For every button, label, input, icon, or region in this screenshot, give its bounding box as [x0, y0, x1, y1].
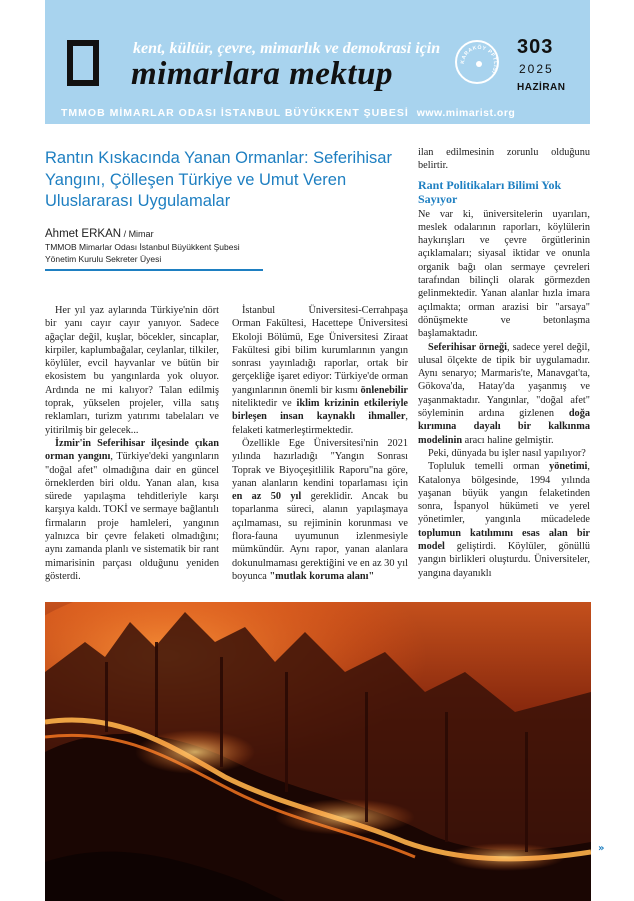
emphasis: en az 50 yıl	[232, 491, 302, 503]
emphasis: önlenebilir	[360, 384, 408, 396]
paragraph	[418, 460, 590, 580]
emphasis: İzmir'in Seferihisar ilçesinde çıkan orman yangını	[45, 437, 219, 463]
paragraph-text: Topluluk temelli orman	[428, 461, 550, 473]
text-column-1	[45, 304, 219, 583]
paragraph: Ne var ki, üniversitelerin uyarıları, meslek odalarının raporları, köylülerin haykırışları ve çevre örgütlerinin açıklamaları; siyasal iktidar ve onunla organik bağı olan sermaye çevreleri tarafından bilinçli olarak görmezden gelinmektedir. Yanan alanlar hızla imara açılmakta; orman arazisi bir "arsaya" dönüşmekte ve betonlaşma başlamaktadır.	[418, 208, 590, 340]
paragraph-text: , Türkiye'deki yangınların "doğal afet" olmadığına dair en güncel örneklerden biri oldu. Yanan alan, kısa sürede yapılaşma tehditleriyle karşı karşıya kaldı. TOKİ ve sermaye bağlantılı firmaların proje hamleleri, yangının yalnızca bir çevre felaketi olmadığını; aynı zamanda planlı ve sistematik bir rant mimarisinin parçası olduğunu yeniden gösterdi.	[45, 451, 219, 582]
organization-line	[61, 107, 515, 119]
forest-fire-photo	[45, 602, 591, 901]
seal-icon	[455, 40, 499, 84]
paragraph	[418, 341, 590, 447]
author-affiliation	[45, 242, 285, 265]
masthead-header	[45, 0, 590, 124]
emphasis: iklim krizinin etkileriyle birleşen insan kaynaklı ihmaller	[232, 398, 409, 423]
organization-name: TMMOB MİMARLAR ODASI İSTANBUL BÜYÜKKENT ŞUBESİ	[61, 107, 409, 119]
paragraph-text: Özellikle Ege Üniversitesi'nin 2021 yılında hazırladığı "Yangın Sonrası Toprak ve Biyoçeşitlilik Raporu"na göre, yanan alanların kendini toparlaması için	[232, 437, 408, 489]
paragraph-text: , Katalonya bölgesinde, 1994 yılında yaşanan büyük yangın felaketinden sonra, İspanyol hükümeti ve yerel yönetimler, yangınla mücadelede	[418, 461, 590, 526]
emphasis: yönetimi	[549, 461, 588, 473]
paragraph: ilan edilmesinin zorunlu olduğunu belirtir.	[418, 147, 590, 172]
text-column-2	[232, 304, 408, 583]
paragraph-text: , felaketi katmerleştirmektedir.	[232, 411, 408, 436]
author-name: Ahmet ERKAN	[45, 228, 122, 240]
article-title: Rantın Kıskacında Yanan Ormanlar: Seferihisar Yangını, Çölleşen Türkiye ve Umut Veren Uluslararası Uygulamalar	[45, 149, 392, 210]
author-line	[45, 228, 154, 240]
emphasis: doğa kırımına dayalı bir kalkınma modelinin	[418, 408, 590, 446]
title-divider	[45, 269, 263, 271]
issue-month: HAZİRAN	[517, 82, 566, 93]
paragraph	[45, 437, 219, 583]
website-link[interactable]: www.mimarist.org	[416, 107, 516, 119]
logo-icon	[67, 40, 99, 86]
emphasis: Seferihisar örneği	[428, 341, 507, 353]
paragraph: Peki, dünyada bu işler nasıl yapılıyor?	[428, 447, 586, 459]
paragraph-text: gereklidir. Ancak bu toparlanma süreci, alanın yapılaşmaya açılmaması, su rejiminin korunması ve flora-fauna uyumunun izlenmesiyle mümkündür. Aynı rapor, yanan alanlara dokunulmaması gerektiğini ve en az 30 yıl boyunca	[232, 491, 409, 582]
emphasis: "mutlak koruma alanı"	[269, 570, 375, 582]
tagline: kent, kültür, çevre, mimarlık ve demokrasi için	[133, 40, 441, 57]
svg-text:KARAKÖY PFTLISI	[460, 44, 498, 75]
paragraph-text: geliştirdi. Köylüler, gönüllü yangın birlikleri oluşturdu. Üniversiteler, yangına dayanıklı	[418, 541, 590, 579]
emphasis: toplumun katılımını esas alan bir model	[418, 527, 590, 553]
issue-number: 303	[517, 36, 554, 58]
paragraph	[232, 437, 408, 583]
paragraph-text: İstanbul Üniversitesi-Cerrahpaşa Orman Fakültesi, Hacettepe Üniversitesi Ekoloji Bölümü, Ege Üniversitesi Ziraat Fakültesi gibi bilim kurumlarının yangın sonrası yayınladığı raporlar, ortak bir gerçekliğe işaret ediyor: Türkiye'de orman yangınlarının önemli bir kısmı	[232, 305, 408, 396]
text-column-3	[418, 146, 590, 580]
continue-arrow-icon: »	[598, 843, 605, 854]
paragraph-text: niteliktedir ve	[232, 398, 297, 410]
author-role: / Mimar	[121, 229, 154, 239]
section-heading: Rant Politikaları Bilimi Yok Sayıyor	[418, 177, 562, 206]
paragraph-text: aracı haline gelmiştir.	[462, 434, 554, 446]
paragraph-text: , sadece yerel değil, ulusal ölçekte de tipik bir uygulamadır. Aynı senaryo; Marmaris'te, Manavgat'ta, Gökova'da, Hatay'da yaşanmış ve yaşanmaktadır. Yangınlar, "doğal afet" söyleminin ardına gizlenen	[418, 341, 590, 420]
paragraph: Her yıl yaz aylarında Türkiye'nin dört bir yanı cayır cayır yanıyor. Sadece ağaçlar değil, kuşlar, böcekler, sincaplar, kirpiler, kaplumbağalar, ceylanlar, tilkiler, köylüler, evcil hayvanlar ve bütün bir ekosistem bu yangınlarda yok oluyor. Ardında ne mi kalıyor? Talan edilmiş toprak, yükselen projeler, villa satış reklamları, turizm yatırımı tabelaları ve yitirilmiş bir gelecek...	[45, 305, 219, 436]
affiliation-line: TMMOB Mimarlar Odası İstanbul Büyükkent Şubesi	[45, 242, 240, 252]
affiliation-line: Yönetim Kurulu Sekreter Üyesi	[45, 253, 162, 264]
paragraph	[232, 304, 408, 437]
masthead-title: mimarlara mektup	[131, 56, 393, 92]
issue-year: 2025	[519, 62, 554, 76]
seal-text: KARAKÖY PFTLISI	[459, 44, 499, 75]
